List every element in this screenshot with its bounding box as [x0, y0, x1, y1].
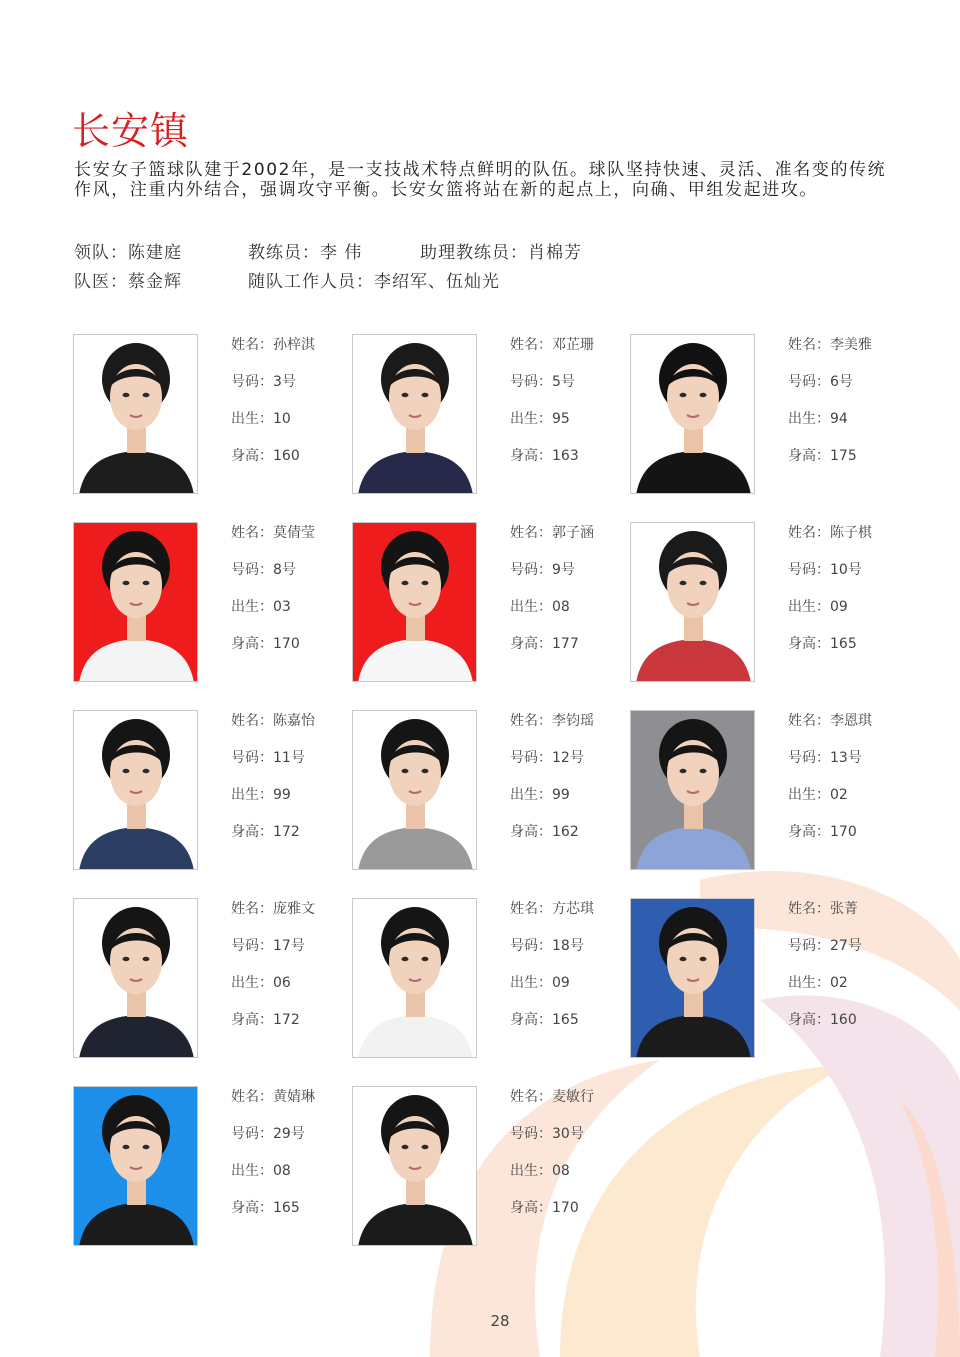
player-info	[231, 336, 315, 484]
player-info	[788, 524, 872, 672]
player-info	[510, 712, 594, 860]
player-height: 身高：170	[788, 824, 857, 840]
player-number: 号码：18号	[510, 938, 584, 954]
player-number: 号码：5号	[510, 374, 575, 390]
player-height: 身高：165	[231, 1200, 300, 1216]
player-info	[231, 1088, 315, 1236]
player-height: 身高：165	[788, 636, 857, 652]
player-card	[352, 334, 622, 504]
player-birth: 出生：06	[231, 975, 291, 991]
player-photo	[352, 1086, 477, 1246]
staff-workers: 随队工作人员：李绍军、伍灿光	[248, 272, 500, 292]
player-card	[73, 334, 343, 504]
player-info	[231, 900, 315, 1048]
player-height: 身高：170	[231, 636, 300, 652]
player-info	[510, 336, 594, 484]
player-info	[788, 336, 872, 484]
player-number: 号码：9号	[510, 562, 575, 578]
player-height: 身高：160	[231, 448, 300, 464]
player-number: 号码：30号	[510, 1126, 584, 1142]
staff-doctor: 队医：蔡金辉	[74, 272, 182, 292]
player-name: 姓名：麦敏行	[510, 1089, 594, 1105]
player-number: 号码：27号	[788, 938, 862, 954]
player-card	[352, 898, 622, 1068]
player-birth: 出生：94	[788, 411, 848, 427]
player-height: 身高：165	[510, 1012, 579, 1028]
player-birth: 出生：09	[788, 599, 848, 615]
player-card	[630, 710, 900, 880]
player-name: 姓名：李钧瑶	[510, 713, 594, 729]
player-birth: 出生：08	[510, 1163, 570, 1179]
player-info	[510, 524, 594, 672]
player-number: 号码：29号	[231, 1126, 305, 1142]
player-birth: 出生：95	[510, 411, 570, 427]
player-info	[788, 712, 872, 860]
player-name: 姓名：邓芷珊	[510, 337, 594, 353]
player-number: 号码：3号	[231, 374, 296, 390]
staff-assistant-coach: 助理教练员：肖棉芳	[420, 243, 582, 263]
player-name: 姓名：李恩琪	[788, 713, 872, 729]
page-title: 长安镇	[72, 109, 190, 153]
player-height: 身高：170	[510, 1200, 579, 1216]
player-name: 姓名：莫倩莹	[231, 525, 315, 541]
player-info	[510, 1088, 594, 1236]
player-height: 身高：160	[788, 1012, 857, 1028]
player-card	[352, 710, 622, 880]
player-height: 身高：163	[510, 448, 579, 464]
player-card	[73, 522, 343, 692]
player-height: 身高：172	[231, 824, 300, 840]
player-height: 身高：172	[231, 1012, 300, 1028]
player-photo	[352, 710, 477, 870]
player-height: 身高：162	[510, 824, 579, 840]
player-info	[231, 712, 315, 860]
player-birth: 出生：99	[231, 787, 291, 803]
player-number: 号码：10号	[788, 562, 862, 578]
player-photo	[630, 334, 755, 494]
player-photo	[630, 898, 755, 1058]
player-number: 号码：11号	[231, 750, 305, 766]
staff-leader: 领队：陈建庭	[74, 243, 182, 263]
player-photo	[630, 710, 755, 870]
player-birth: 出生：09	[510, 975, 570, 991]
player-photo	[73, 334, 198, 494]
staff-coach: 教练员：李 伟	[248, 243, 363, 263]
player-name: 姓名：陈子棋	[788, 525, 872, 541]
player-photo	[352, 898, 477, 1058]
player-height: 身高：177	[510, 636, 579, 652]
player-name: 姓名：黄婧琳	[231, 1089, 315, 1105]
player-info	[788, 900, 862, 1048]
player-photo	[352, 334, 477, 494]
player-card	[630, 522, 900, 692]
player-photo	[352, 522, 477, 682]
player-number: 号码：13号	[788, 750, 862, 766]
player-birth: 出生：08	[510, 599, 570, 615]
player-number: 号码：17号	[231, 938, 305, 954]
player-photo	[73, 710, 198, 870]
player-photo	[73, 1086, 198, 1246]
player-card	[630, 898, 900, 1068]
player-birth: 出生：99	[510, 787, 570, 803]
player-number: 号码：12号	[510, 750, 584, 766]
player-name: 姓名：方芯琪	[510, 901, 594, 917]
player-name: 姓名：庞雅文	[231, 901, 315, 917]
player-card	[352, 522, 622, 692]
player-card	[630, 334, 900, 504]
player-card	[73, 898, 343, 1068]
player-height: 身高：175	[788, 448, 857, 464]
player-photo	[73, 898, 198, 1058]
player-name: 姓名：李美雅	[788, 337, 872, 353]
player-birth: 出生：08	[231, 1163, 291, 1179]
player-card	[73, 710, 343, 880]
player-photo	[73, 522, 198, 682]
player-name: 姓名：孙梓淇	[231, 337, 315, 353]
player-card	[73, 1086, 343, 1256]
player-birth: 出生：02	[788, 975, 848, 991]
page-number: 28	[490, 1312, 510, 1330]
player-photo	[630, 522, 755, 682]
player-card	[352, 1086, 622, 1256]
team-intro: 长安女子篮球队建于2002年，是一支技战术特点鲜明的队伍。球队坚持快速、灵活、准名变的传统作风，注重内外结合，强调攻守平衡。长安女篮将站在新的起点上，向确、甲组发起进攻。	[74, 160, 887, 200]
player-birth: 出生：10	[231, 411, 291, 427]
player-number: 号码：6号	[788, 374, 853, 390]
player-name: 姓名：陈嘉怡	[231, 713, 315, 729]
player-info	[510, 900, 594, 1048]
player-birth: 出生：02	[788, 787, 848, 803]
player-birth: 出生：03	[231, 599, 291, 615]
player-info	[231, 524, 315, 672]
player-name: 姓名：郭子涵	[510, 525, 594, 541]
player-number: 号码：8号	[231, 562, 296, 578]
player-name: 姓名：张菁	[788, 901, 858, 917]
